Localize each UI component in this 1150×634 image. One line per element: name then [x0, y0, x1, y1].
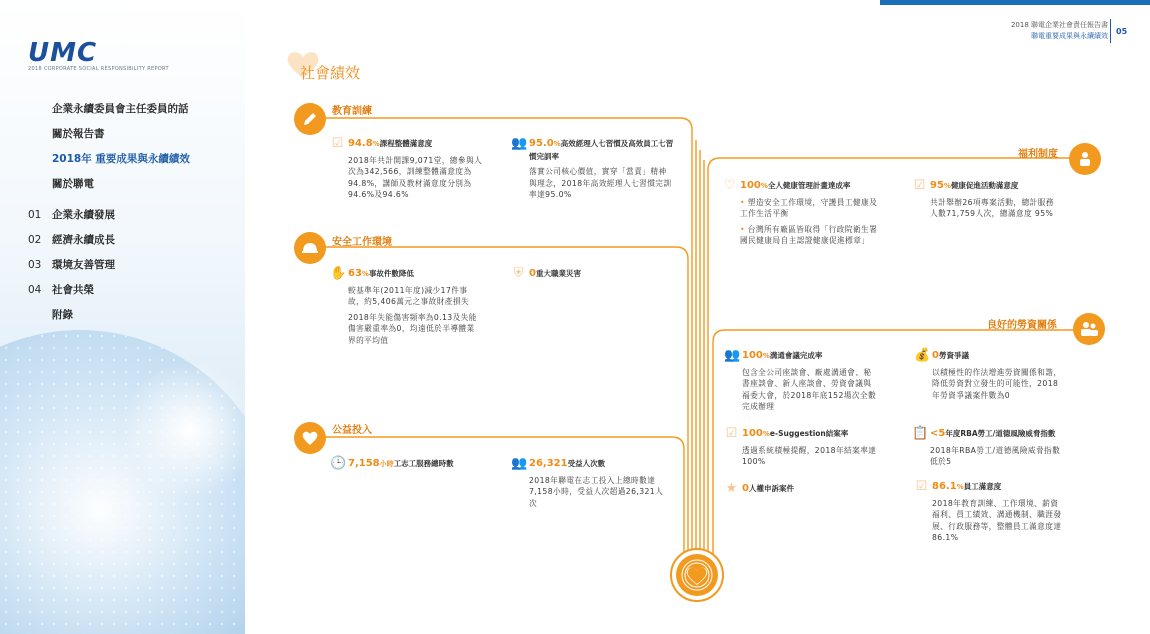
- section-label-charity: 公益投入: [332, 425, 372, 436]
- stat-desc: [529, 166, 674, 201]
- stat-label: 受益人次數: [567, 459, 606, 468]
- stat-title: [529, 138, 674, 162]
- stat-title: [529, 268, 669, 281]
- star-icon: ★: [725, 481, 738, 496]
- stat-label: 工志工服務總時數: [393, 459, 454, 468]
- checkbox-icon: ☑: [913, 178, 926, 193]
- stat-unit: %: [372, 140, 380, 148]
- stat-title: [742, 483, 877, 496]
- stat-label: 人權申訴案件: [748, 484, 794, 493]
- heart-icon: [294, 422, 326, 454]
- pencil-icon: [294, 103, 326, 135]
- stat-label: 事故件數降低: [368, 269, 414, 278]
- nav-label: 企業永續發展: [52, 209, 115, 221]
- shield-icon: ⛨: [513, 266, 524, 281]
- stat-desc: [930, 445, 1065, 468]
- group-icon: [1073, 313, 1105, 345]
- bullet-dot: •: [740, 197, 748, 207]
- stat-label: 健康促進活動滿意度: [950, 181, 1019, 190]
- stat-course-satisfaction: [331, 136, 488, 205]
- stat-unit: %: [762, 352, 770, 360]
- checkbox-icon: ☑: [331, 136, 344, 151]
- stat-desc-text: 包含全公司座談會、廠處溝通會、秘書座談會、新人座談會、勞資會議與福委大會，於2018年底152場次全數完成辦理: [742, 367, 877, 411]
- stat-title: [932, 481, 1064, 494]
- stat-value: 0: [932, 350, 939, 361]
- stat-label: 重大職業災害: [535, 269, 581, 278]
- stat-employee-satisfaction: [915, 479, 1064, 548]
- nav-num: 04: [28, 283, 42, 296]
- stat-incident-reduction: [330, 266, 480, 350]
- stat-unit: %: [762, 430, 770, 438]
- stat-label: 高效經理人七習慣及高效員工七習慣完訓率: [529, 139, 674, 161]
- stat-desc: [740, 197, 880, 247]
- logo-subtitle: 2018 CORPORATE SOCIAL RESPONSIBILITY REPORT: [28, 66, 169, 72]
- stat-desc-text: 2018年聯電在志工投入上總時數達7,158小時，受益人次超過26,321人次: [529, 475, 664, 508]
- section-label-safety: 安全工作環境: [332, 237, 392, 248]
- stat-value: 0: [529, 268, 536, 279]
- nav-num: 03: [28, 258, 42, 271]
- stat-title: [930, 428, 1065, 441]
- stat-7habits-completion: [511, 136, 674, 205]
- stat-beneficiaries: [511, 456, 669, 513]
- hand-icon: ✋: [330, 266, 347, 281]
- stat-desc: [932, 367, 1064, 402]
- stat-desc: [932, 498, 1064, 544]
- stat-label: 年度RBA勞工/道德風險威脅指數: [945, 429, 1056, 438]
- page-number: 05: [1116, 27, 1128, 36]
- section-label-welfare: 福利制度: [1018, 149, 1058, 160]
- nav-label: 環境友善管理: [52, 259, 115, 271]
- stat-value: 100: [740, 180, 761, 191]
- stat-major-accidents: [513, 266, 669, 281]
- nav-label: 2018年 重要成果與永續績效: [52, 153, 190, 165]
- people-icon: 👥: [511, 136, 528, 151]
- section-label-education: 教育訓練: [332, 106, 372, 117]
- stat-label: 溝通會議完成率: [769, 351, 823, 360]
- stat-label: e-Suggestion結案率: [769, 429, 849, 438]
- stat-health-activity-satisfaction: [913, 178, 1060, 224]
- bullet-item: [740, 197, 880, 220]
- stat-value: 95: [930, 180, 944, 191]
- person-icon: [1069, 143, 1101, 175]
- stat-value: 86.1: [932, 481, 957, 492]
- checkbox-icon: ☑: [915, 479, 928, 494]
- stat-labor-disputes: [914, 348, 1064, 405]
- umc-logo: UMC: [28, 38, 98, 68]
- stat-desc: [742, 367, 877, 413]
- section-label-labor: 良好的勞資關係: [987, 320, 1057, 331]
- stat-e-suggestion: [725, 426, 877, 472]
- stat-desc-text: 2018年共計開課9,071堂，總參與人次為342,566，訓練整體滿意度為94.8%，講師及教材滿意度分別為94.6%及94.6%: [348, 155, 483, 199]
- stat-value: 100: [742, 428, 763, 439]
- stat-value: 63: [348, 268, 362, 279]
- stat-desc: [348, 285, 480, 347]
- nav-num: 02: [28, 233, 42, 246]
- bullet-text: 台灣所有廠區皆取得「行政院衛生署國民健康局自主認證健康促進標章」: [740, 224, 878, 245]
- stat-value: <5: [930, 428, 946, 439]
- stat-title: [529, 458, 669, 471]
- checkbox-icon: ☑: [725, 426, 738, 441]
- stat-title: [348, 138, 488, 151]
- stat-unit: %: [760, 182, 768, 190]
- header-section-title: 聯電重要成果與永續績效: [1031, 32, 1108, 40]
- stat-title: [742, 350, 877, 363]
- bullet-item: [740, 224, 880, 247]
- stat-value: 26,321: [529, 458, 568, 469]
- header-report-title: 2018 聯電企業社會責任報告書: [1010, 21, 1108, 29]
- stat-value: 100: [742, 350, 763, 361]
- clipboard-icon: 📋: [912, 426, 929, 441]
- stat-unit: %: [361, 270, 369, 278]
- stat-desc-text: 2018年RBA勞工/道德風險威脅指數低於5: [930, 445, 1061, 466]
- stat-desc: [348, 155, 488, 201]
- stat-desc-text: 2018年失能傷害頻率為0.13及失能傷害嚴重率為0，均遠低於半導體業界的平均值: [348, 312, 477, 345]
- stat-label: 全人健康管理計畫達成率: [767, 181, 851, 190]
- stat-human-rights-complaints: [725, 481, 877, 496]
- page-title: 社會績效: [300, 64, 361, 82]
- nav-num: 01: [28, 208, 42, 221]
- stat-title: [740, 180, 880, 193]
- stat-desc: [930, 197, 1060, 220]
- heartbeat-icon: ♡: [723, 178, 736, 193]
- stat-label: 勞資爭議: [938, 351, 969, 360]
- stat-label: 課程整體滿意度: [379, 139, 433, 148]
- stat-title: [348, 268, 480, 281]
- stat-communication-meetings: [724, 348, 877, 417]
- stat-unit: 小時: [379, 460, 394, 468]
- stat-desc: [742, 445, 877, 468]
- nav-label: 經濟永續成長: [52, 234, 115, 246]
- stat-value: 7,158: [348, 458, 380, 469]
- meeting-icon: 👥: [724, 348, 741, 363]
- stat-label: 員工滿意度: [963, 482, 1002, 491]
- stat-unit: %: [553, 140, 561, 148]
- nav-label: 關於報告書: [52, 128, 105, 140]
- stat-desc-text: 以積極性的作法增進勞資關係和諧，降低勞資對立發生的可能性，2018年勞資爭議案件數為0: [932, 367, 1062, 400]
- stat-desc-text: 較基準年(2011年度)減少17件事故，約5,406萬元之事故財產損失: [348, 285, 470, 306]
- nav-label: 關於聯電: [52, 178, 94, 190]
- money-icon: 💰: [914, 348, 931, 363]
- stat-title: [742, 428, 877, 441]
- stat-desc-text: 落實公司核心價值，實穿「當責」精神與理念，2018年高效經理人七習慣完訓率達95.0%: [529, 167, 672, 199]
- stat-rba-index: [912, 426, 1065, 472]
- stat-title: [930, 180, 1060, 193]
- people-icon: 👥: [511, 456, 528, 471]
- clock-icon: 🕒: [330, 456, 347, 471]
- stat-desc-text: 共計舉辦26項專案活動，總計服務人數71,759人次，總滿意度 95%: [930, 197, 1054, 218]
- stat-value: 94.8: [348, 138, 373, 149]
- stat-value: 95.0: [529, 138, 554, 149]
- bullet-dot: •: [740, 224, 748, 234]
- stat-health-management: [723, 178, 880, 251]
- stat-volunteer-hours: [330, 456, 498, 471]
- stat-desc-text: 透過系統積極提醒，2018年結案率達100%: [742, 445, 877, 466]
- stat-unit: %: [943, 182, 951, 190]
- stat-title: [932, 350, 1064, 363]
- helmet-icon: [294, 232, 326, 264]
- nav-label: 企業永續委員會主任委員的話: [52, 103, 189, 115]
- stat-unit: %: [956, 483, 964, 491]
- nav-label: 附錄: [52, 309, 73, 321]
- nav-label: 社會共榮: [52, 284, 94, 296]
- stat-value: 0: [742, 483, 749, 494]
- stat-desc: [529, 475, 669, 510]
- stat-title: [348, 458, 498, 471]
- bullet-text: 塑造安全工作環境，守護員工健康及工作生活平衡: [740, 197, 878, 218]
- stat-desc-text: 2018年教育訓練、工作環境、薪資福利、員工績效、溝通機制、職涯發展、行政服務等，整體員工滿意度達86.1%: [932, 498, 1062, 542]
